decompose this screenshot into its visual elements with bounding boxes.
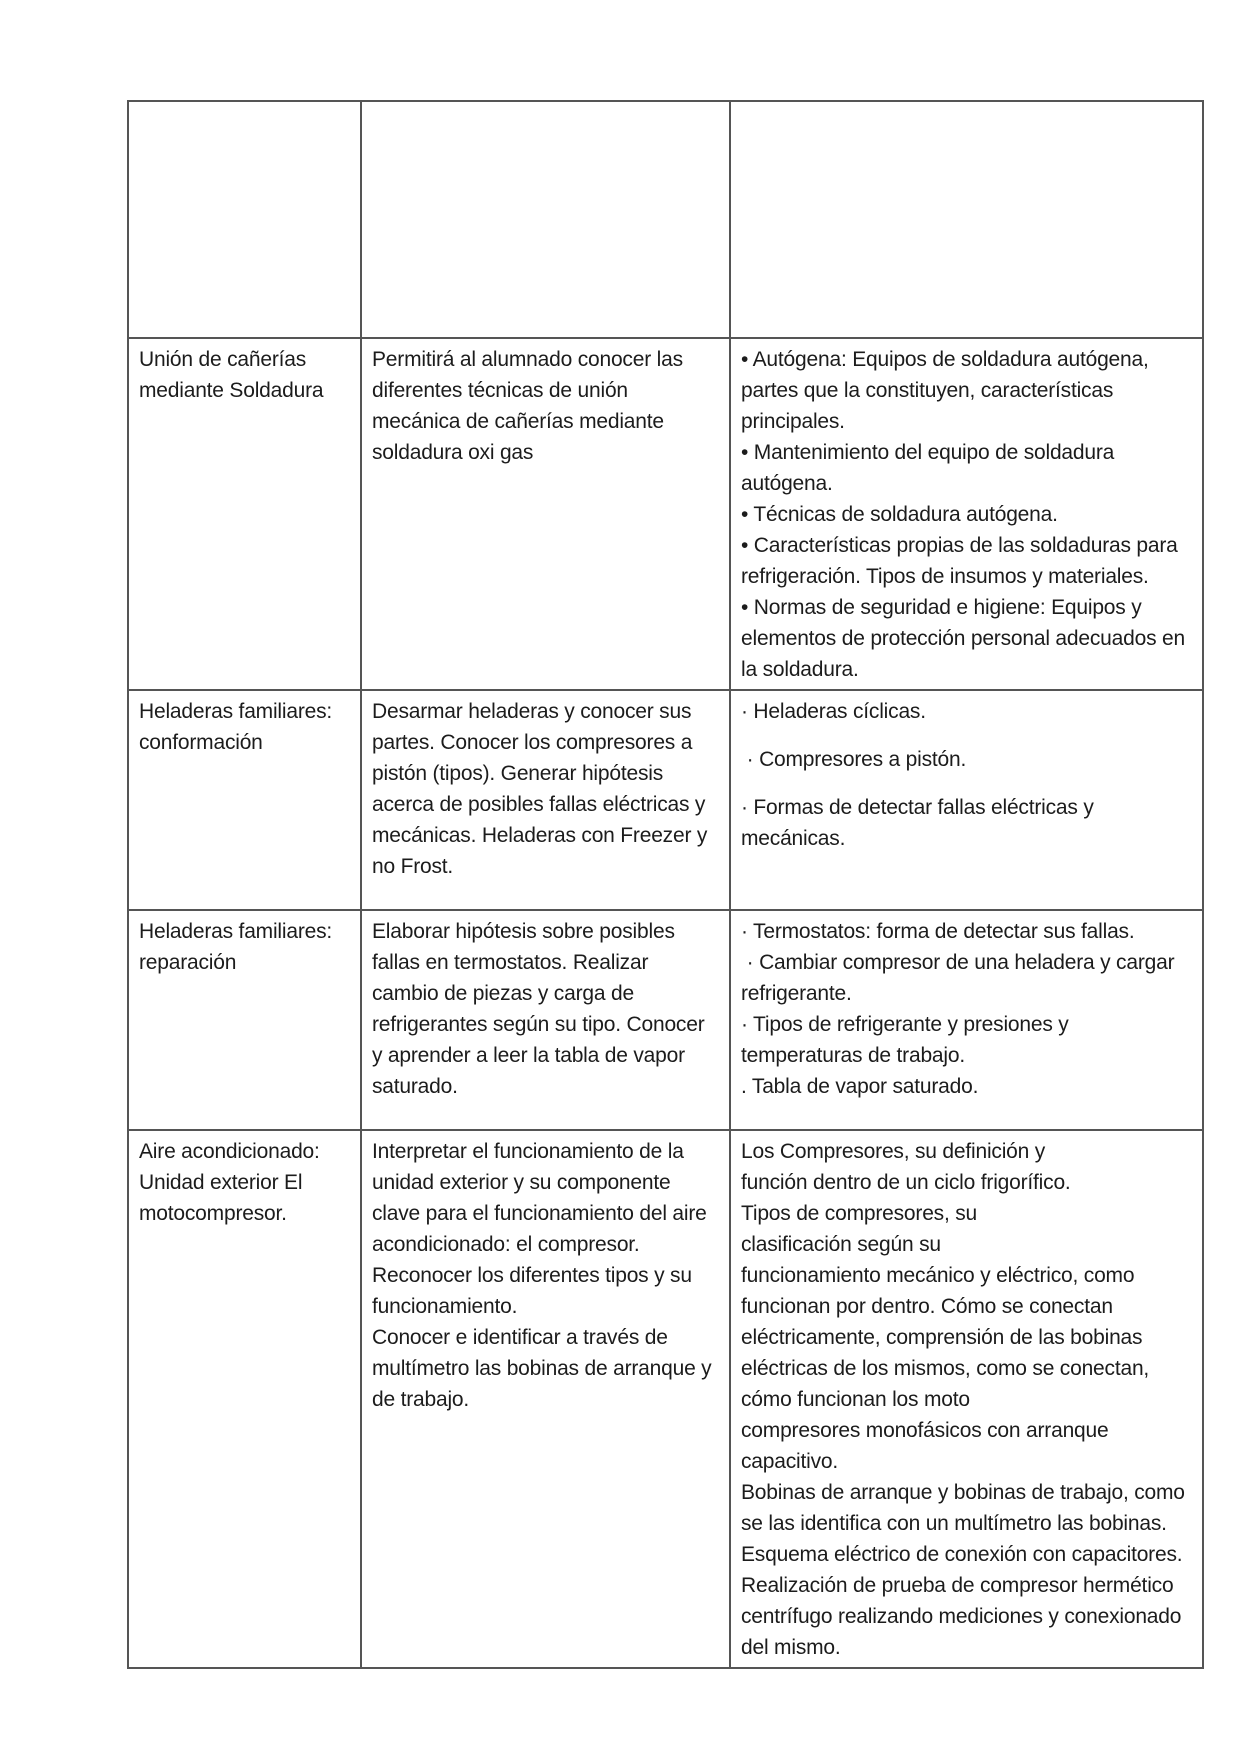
cell-paragraph: Tipos de compresores, su bbox=[741, 1202, 978, 1225]
table-cell bbox=[730, 690, 1203, 910]
table-row bbox=[128, 338, 1203, 690]
table-cell bbox=[128, 338, 361, 690]
table-cell bbox=[128, 101, 361, 338]
cell-paragraph: · Tipos de refrigerante y presiones y temperaturas de trabajo. bbox=[741, 1013, 1075, 1067]
cell-paragraph: • Características propias de las soldaduras para refrigeración. Tipos de insumos y materiales. bbox=[741, 534, 1184, 588]
table-cell bbox=[128, 1130, 361, 1668]
table-cell bbox=[361, 1130, 730, 1668]
cell-paragraph: Bobinas de arranque y bobinas de trabajo, como se las identifica con un multímetro las bobinas. Esquema eléctrico de conexión con capacitores. Realización de prueba de compresor hermético centrífugo realizando mediciones y conexionado del mismo. bbox=[741, 1481, 1191, 1659]
cell-paragraph: Desarmar heladeras y conocer sus partes. Conocer los compresores a pistón (tipos). Generar hipótesis acerca de posibles fallas eléctricas y mecánicas. Heladeras con Freezer y no Frost. bbox=[372, 700, 713, 878]
table-cell bbox=[730, 101, 1203, 338]
cell-paragraph: Los Compresores, su definición y bbox=[741, 1140, 1046, 1163]
cell-paragraph: · Cambiar compresor de una heladera y cargar refrigerante. bbox=[741, 951, 1181, 1005]
cell-paragraph: • Mantenimiento del equipo de soldadura autógena. bbox=[741, 441, 1120, 495]
cell-paragraph: • Técnicas de soldadura autógena. bbox=[741, 503, 1058, 526]
table-cell bbox=[128, 910, 361, 1130]
cell-paragraph: Elaborar hipótesis sobre posibles fallas en termostatos. Realizar cambio de piezas y carga de refrigerantes según su tipo. Conocer y aprender a leer la tabla de vapor saturado. bbox=[372, 920, 711, 1098]
cell-paragraph: Reconocer los diferentes tipos y su funcionamiento. bbox=[372, 1264, 698, 1318]
cell-paragraph: Heladeras familiares: conformación bbox=[139, 700, 338, 754]
cell-paragraph: · Termostatos: forma de detectar sus fallas. bbox=[741, 920, 1135, 943]
table-row bbox=[128, 910, 1203, 1130]
cell-paragraph: Heladeras familiares: reparación bbox=[139, 920, 338, 974]
table-cell bbox=[361, 101, 730, 338]
table-cell bbox=[730, 1130, 1203, 1668]
cell-paragraph: Conocer e identificar a través de multímetro las bobinas de arranque y de trabajo. bbox=[372, 1326, 718, 1411]
cell-paragraph: . Tabla de vapor saturado. bbox=[741, 1075, 979, 1098]
table-row bbox=[128, 1130, 1203, 1668]
curriculum-table bbox=[127, 100, 1204, 1669]
cell-paragraph: compresores monofásicos con arranque capacitivo. bbox=[741, 1419, 1115, 1473]
cell-paragraph: función dentro de un ciclo frigorífico. bbox=[741, 1171, 1071, 1194]
table-row bbox=[128, 101, 1203, 338]
table-body bbox=[128, 101, 1203, 1668]
table-cell bbox=[730, 338, 1203, 690]
cell-paragraph: · Compresores a pistón. bbox=[741, 748, 967, 771]
table-cell bbox=[128, 690, 361, 910]
table-row bbox=[128, 690, 1203, 910]
table-cell bbox=[361, 910, 730, 1130]
cell-paragraph: Unión de cañerías mediante Soldadura bbox=[139, 348, 324, 402]
table-cell bbox=[730, 910, 1203, 1130]
cell-paragraph: Interpretar el funcionamiento de la unidad exterior y su componente clave para el funcionamiento del aire acondicionado: el compresor. bbox=[372, 1140, 713, 1256]
cell-paragraph: · Heladeras cíclicas. bbox=[741, 700, 926, 723]
cell-paragraph: • Normas de seguridad e higiene: Equipos y elementos de protección personal adecuados en la soldadura. bbox=[741, 596, 1191, 681]
table-cell bbox=[361, 690, 730, 910]
cell-paragraph: · Formas de detectar fallas eléctricas y mecánicas. bbox=[741, 796, 1100, 850]
cell-paragraph: Permitirá al alumnado conocer las diferentes técnicas de unión mecánica de cañerías mediante soldadura oxi gas bbox=[372, 348, 689, 464]
cell-paragraph: clasificación según su bbox=[741, 1233, 941, 1256]
cell-paragraph: funcionamiento mecánico y eléctrico, como funcionan por dentro. Cómo se conectan eléctricamente, comprensión de las bobinas eléctricas de los mismos, como se conectan, cómo funcionan los moto bbox=[741, 1264, 1155, 1411]
cell-paragraph: • Autógena: Equipos de soldadura autógena, partes que la constituyen, características principales. bbox=[741, 348, 1155, 433]
cell-paragraph: Aire acondicionado: Unidad exterior El motocompresor. bbox=[139, 1140, 326, 1225]
table-cell bbox=[361, 338, 730, 690]
